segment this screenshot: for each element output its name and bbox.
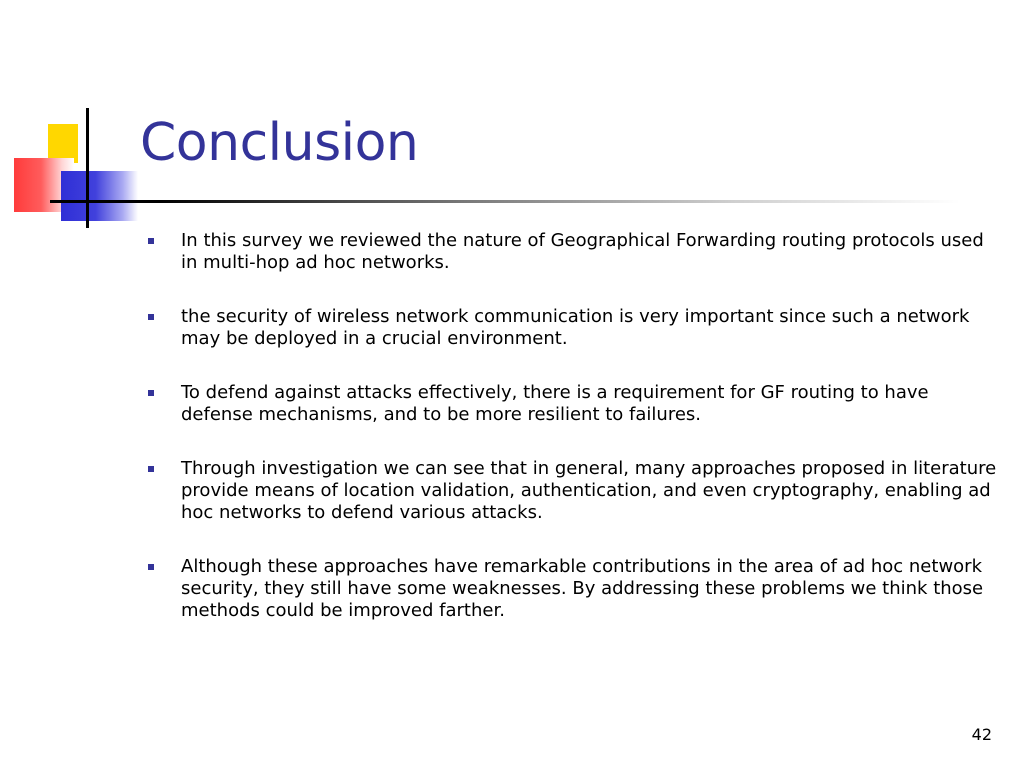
square-bullet-icon [148, 564, 154, 570]
bullet-list [148, 230, 998, 654]
bullet-text: Through investigation we can see that in general, many approaches proposed in literature provide means of location validation, authentication, and even cryptography, enabling ad hoc networks to defend various attacks. [181, 458, 997, 523]
bullet-text: Although these approaches have remarkable contributions in the area of ad hoc network security, they still have some weaknesses. By addressing these problems we think those methods could be improved farther. [181, 556, 984, 621]
bullet-item [148, 458, 998, 524]
bullet-item [148, 306, 998, 350]
decorative-blue-square [61, 171, 138, 221]
page-number: 42 [971, 725, 992, 744]
square-bullet-icon [148, 314, 154, 320]
square-bullet-icon [148, 238, 154, 244]
bullet-text: To defend against attacks effectively, there is a requirement for GF routing to have defense mechanisms, and to be more resilient to failures. [181, 382, 929, 425]
bullet-item [148, 556, 998, 622]
bullet-item [148, 230, 998, 274]
bullet-text: the security of wireless network communication is very important since such a network may be deployed in a crucial environment. [181, 306, 970, 349]
title-underline [50, 200, 960, 203]
decorative-vertical-line [86, 108, 89, 228]
square-bullet-icon [148, 390, 154, 396]
bullet-item [148, 382, 998, 426]
slide-title: Conclusion [140, 113, 419, 173]
square-bullet-icon [148, 466, 154, 472]
bullet-text: In this survey we reviewed the nature of Geographical Forwarding routing protocols used in multi-hop ad hoc networks. [181, 230, 984, 273]
